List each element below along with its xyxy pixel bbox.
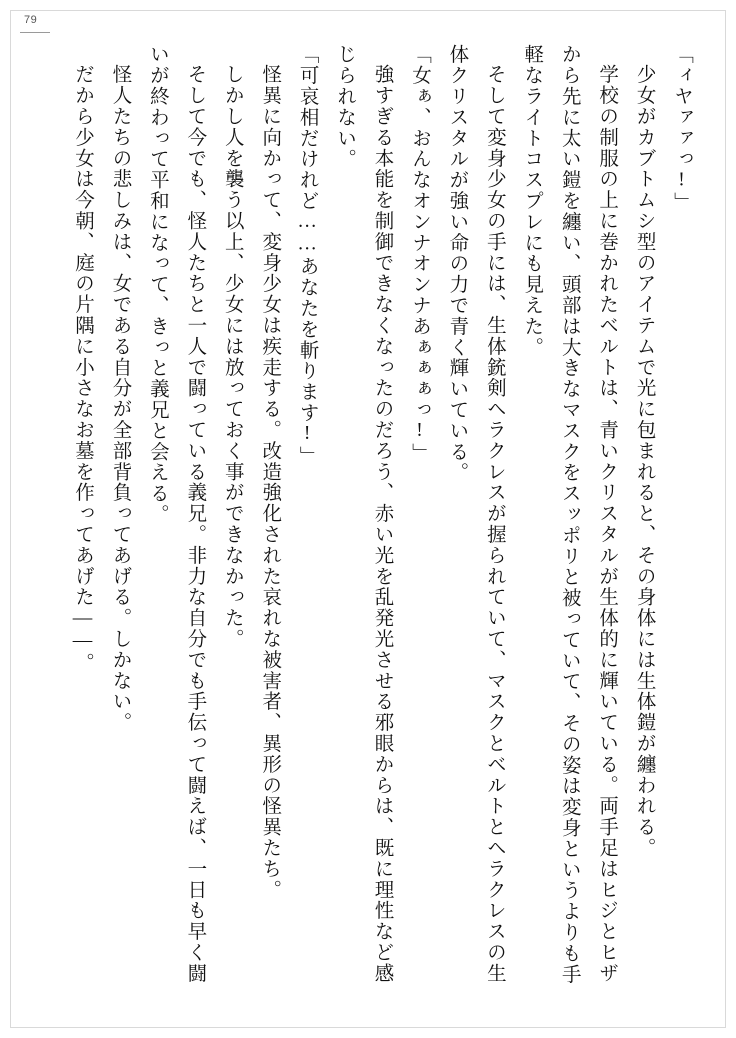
- body-paragraph: 怪異に向かって、変身少女は疾走する。改造強化された哀れな被害者、異形の怪異たち。: [259, 63, 281, 900]
- vertical-body-text: [60, 44, 700, 994]
- body-paragraph: 「可哀相だけれど……あなたを斬ります!」: [296, 44, 318, 467]
- body-paragraph: だから少女は今朝、庭の片隅に小さなお墓を作ってあげた——。: [72, 63, 93, 673]
- body-paragraph: そして変身少女の手には、生体銃剣ヘラクレスが握られていて、マスクとベルトとヘラクレスの生体クリスタルが強い命の力で青く輝いている。: [446, 44, 505, 984]
- body-paragraph: 学校の制服の上に巻かれたベルトは、青いクリスタルが生体的に輝いている。両手足はヒジとヒザから先に太い鎧を纏い、頭部は大きなマスクをスッポリと被っていて、その姿は変身というよりも手軽なライトコスプレにも見えた。: [521, 44, 618, 985]
- body-paragraph: しかし人を襲う以上、少女には放っておく事ができなかった。: [221, 63, 243, 649]
- body-paragraph: 強すぎる本能を制御できなくなったのだろう、赤い光を乱発光させる邪眼からは、既に理性など感じられない。: [334, 44, 393, 984]
- page-number-rule: [20, 32, 50, 33]
- body-paragraph: 「ィヤァァっ!」: [671, 44, 692, 213]
- body-paragraph: 「女ぁ、おんなオンナオンナあぁぁぁっ!」: [408, 44, 430, 464]
- page-number: 79: [24, 14, 38, 26]
- body-paragraph: 怪人たちの悲しみは、女である自分が全部背負ってあげる。しかない。: [109, 63, 131, 733]
- body-paragraph: そして今でも、怪人たちと一人で闘っている義兄。非力な自分でも手伝って闘えば、一日も早く闘いが終わって平和になって、きっと義兄と会える。: [146, 44, 206, 984]
- body-paragraph: 少女がカブトムシ型のアイテムで光に包まれると、その身体には生体鎧が纏われる。: [633, 63, 655, 858]
